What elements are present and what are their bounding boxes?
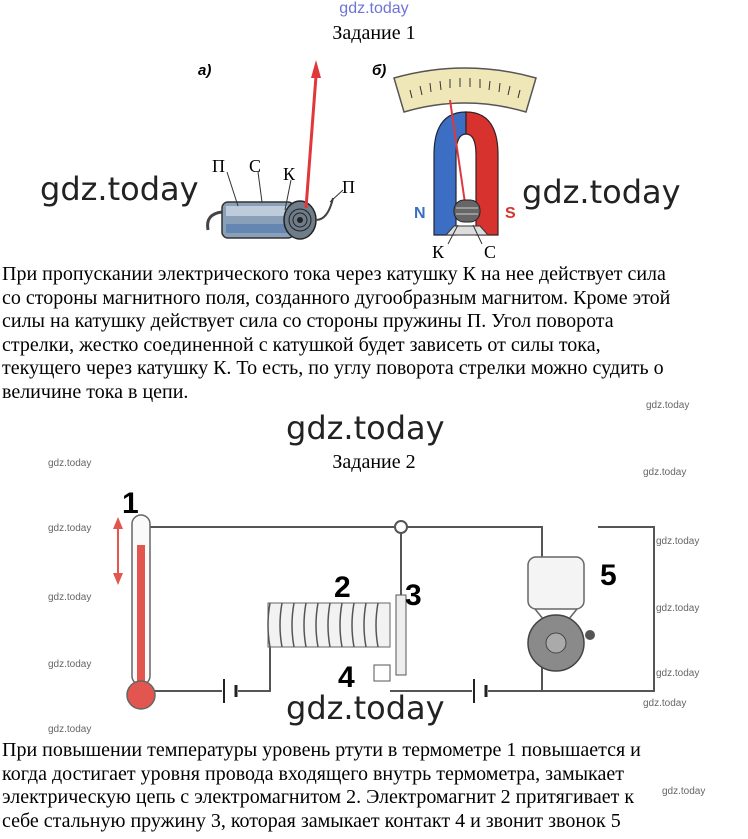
task2-line: когда достигает уровня провода входящего внутрь термометра, замыкает [2,762,624,785]
bell-box [528,557,584,609]
watermark-small: gdz.today [643,467,687,478]
part-label-k-b: К [432,242,445,262]
task2-paragraph [2,739,746,833]
pole-n: N [414,205,426,222]
part-label-p2: П [342,177,355,197]
coil-stand [446,226,488,235]
label-3: 3 [405,579,422,612]
scale [394,68,536,112]
leader-s [258,172,262,202]
task1-line: стрелки, жестко соединенной с катушкой будет зависеть от силы тока, [2,333,601,356]
thermometer-mercury [137,545,145,685]
watermark-small: gdz.today [656,536,700,547]
part-label-s: С [249,156,262,176]
spring-pivot [395,521,407,533]
watermark-small: gdz.today [48,458,92,469]
task2-line: При повышении температуры уровень ртути в термометре 1 повышается и [2,739,641,761]
figure-b-label: б) [372,62,387,79]
figure-a-label: а) [198,62,212,79]
part-label-s-b: С [484,242,497,262]
bell-hammer [585,630,595,640]
coil-b [454,200,480,222]
task1-heading: Задание 1 [332,22,416,44]
task2-line: электрическую цепь с электромагнитом 2. Электромагнит 2 притягивает к [2,786,635,808]
arrow-head-a [311,60,321,78]
watermark-small: gdz.today [48,523,92,534]
watermark-small: gdz.today [48,592,92,603]
pole-s: S [505,205,516,222]
part-label-k: К [283,164,296,184]
watermark-small: gdz.today [656,668,700,679]
thermometer-bulb [127,681,155,709]
label-1: 1 [122,487,139,520]
watermark-small: gdz.today [643,698,687,709]
task1-paragraph [2,263,746,404]
label-2: 2 [334,571,351,604]
watermark-small: gdz.today [646,400,690,411]
watermark-big-3: gdz.today [286,409,445,447]
task1-figure [0,50,748,265]
part-label-p1: П [212,156,225,176]
watermark-big-1: gdz.today [40,170,199,208]
spring-left [208,212,222,230]
task1-line: со стороны магнитного поля, созданного дугообразным магнитом. Кроме этой [2,286,671,309]
task1-line: При пропускании электрического тока через катушку К на нее действует сила [2,263,666,285]
task2-line: себе стальную пружину 3, которая замыкает контакт 4 и звонит звонок 5 [2,809,621,832]
task2-heading: Задание 2 [332,451,416,473]
label-5: 5 [600,559,617,592]
task1-line: текущего через катушку К. То есть, по углу поворота стрелки можно судить о [2,357,664,379]
leader-p1 [227,172,238,206]
watermark-small: gdz.today [656,603,700,614]
watermark-small: gdz.today [48,724,92,735]
pointer-arrow-a [306,76,316,208]
task1-line: силы на катушку действует сила со стороны пружины П. Угол поворота [2,310,614,332]
watermark-big-4: gdz.today [286,689,445,727]
coil-assembly [208,198,333,239]
watermark-big-2: gdz.today [522,173,681,211]
watermark-small: gdz.today [48,659,92,670]
task1-line: величине тока в цепи. [2,380,189,403]
label-4: 4 [338,661,355,694]
contact-4 [374,665,390,681]
watermark-small: gdz.today [662,786,706,797]
watermark-top: gdz.today [339,0,409,17]
